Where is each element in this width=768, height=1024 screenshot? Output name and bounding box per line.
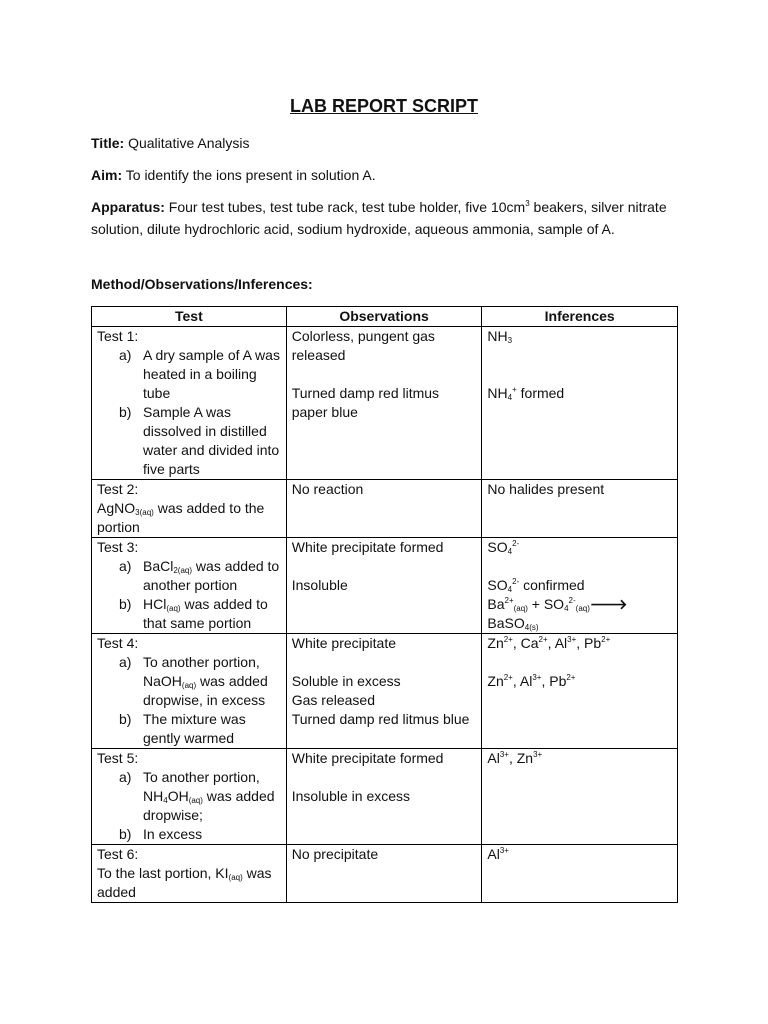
separator: , xyxy=(576,635,585,651)
step-item xyxy=(97,768,281,825)
formula-part: was added to that same portion xyxy=(143,596,268,631)
step-marker: a) xyxy=(119,654,132,670)
formula-part: To another portion, NaOH xyxy=(143,654,260,689)
formula-part: + xyxy=(527,596,544,612)
observations-cell xyxy=(286,634,482,749)
formula-part: Al xyxy=(554,635,568,651)
step-marker: b) xyxy=(119,826,132,842)
table-row-test-1 xyxy=(92,327,678,480)
formula-part: was added to another portion xyxy=(143,558,280,593)
step-marker: a) xyxy=(119,769,132,785)
formula-part: To another portion, NH xyxy=(143,769,260,804)
inferences-cell xyxy=(482,634,678,749)
results-table xyxy=(91,306,678,903)
formula-sup: 2+ xyxy=(566,673,576,682)
formula-sup: 3+ xyxy=(532,673,542,682)
formula-sub: 4 xyxy=(163,796,168,805)
aim-value: To identify the ions present in solution A. xyxy=(125,167,376,183)
formula-part: Zn xyxy=(487,673,504,689)
formula-part: Al xyxy=(519,673,533,689)
formula-part: Al xyxy=(487,750,500,766)
step-item xyxy=(97,710,281,748)
separator: , xyxy=(512,673,520,689)
formula-sup: 3+ xyxy=(567,635,577,644)
aim-line xyxy=(91,164,681,186)
title-line xyxy=(91,132,681,154)
separator: , xyxy=(547,635,555,651)
formula-part: NH xyxy=(487,328,508,344)
separator: , xyxy=(541,673,550,689)
formula-sub: 4 xyxy=(564,604,569,613)
formula-sup: 2- xyxy=(568,596,576,605)
table-header-row xyxy=(92,307,678,327)
formula-part: Zn xyxy=(487,635,504,651)
title-value: Qualitative Analysis xyxy=(128,135,250,151)
table-row-test-5 xyxy=(92,749,678,845)
test-cell xyxy=(92,845,287,903)
header-observations: Observations xyxy=(286,307,482,327)
formula-sub: 2(aq) xyxy=(173,566,193,575)
observation-text: Gas released xyxy=(291,692,376,708)
formula-part: BaSO xyxy=(487,615,525,631)
formula-part: Ca xyxy=(520,635,539,651)
step-item xyxy=(97,595,281,633)
step-text: A dry sample of A was heated in a boiling tube xyxy=(143,347,280,401)
inference-text xyxy=(487,845,672,864)
observation-text: No precipitate xyxy=(291,846,379,862)
test-title: Test 6: xyxy=(97,846,139,862)
formula-sub: (aq) xyxy=(188,796,203,805)
formula-sup: 2+ xyxy=(538,635,548,644)
test-cell xyxy=(92,634,287,749)
step-text: Sample A was dissolved in distilled water and divided into five parts xyxy=(143,404,280,477)
apparatus-paragraph xyxy=(91,196,681,240)
step-list xyxy=(97,768,281,844)
step-list xyxy=(97,653,281,748)
formula-part: Pb xyxy=(584,635,602,651)
step-text: In excess xyxy=(143,826,203,842)
observation-text: Insoluble xyxy=(291,577,348,593)
inferences-cell xyxy=(482,845,678,903)
table-row-test-3 xyxy=(92,538,678,634)
step-text: The mixture was gently warmed xyxy=(143,711,246,746)
inference-text xyxy=(487,749,672,768)
formula-part: HCl xyxy=(143,596,167,612)
formula-part: confirmed xyxy=(519,577,585,593)
inference-text xyxy=(487,672,672,691)
test-title: Test 3: xyxy=(97,539,139,555)
formula-sub: 4 xyxy=(507,547,513,556)
observation-text: Turned damp red litmus blue xyxy=(291,711,470,727)
formula-sup: 2+ xyxy=(601,635,611,644)
step-item xyxy=(97,557,281,595)
observation-text: No reaction xyxy=(291,481,364,497)
formula-sup: 3+ xyxy=(499,846,509,855)
inference-text xyxy=(487,327,672,346)
test-text xyxy=(97,499,281,537)
observation-text: Soluble in excess xyxy=(291,673,401,689)
step-list xyxy=(97,557,281,633)
step-marker: a) xyxy=(119,558,132,574)
formula-sub: (aq) xyxy=(166,604,181,613)
observation-text: White precipitate formed xyxy=(291,539,444,555)
formula-sub: 3(aq) xyxy=(135,508,154,517)
observation-text: Insoluble in excess xyxy=(291,788,411,804)
separator: , xyxy=(512,635,521,651)
inferences-cell xyxy=(482,480,678,538)
test-cell xyxy=(92,327,287,480)
formula-sup: 3+ xyxy=(533,750,543,759)
header-test: Test xyxy=(92,307,287,327)
formula-part: AgNO xyxy=(97,500,136,516)
formula-part: To the last portion, KI xyxy=(97,865,229,881)
formula-part: was added dropwise, in excess xyxy=(143,673,268,708)
observation-text: White precipitate xyxy=(291,635,397,651)
step-marker: b) xyxy=(119,711,132,727)
formula-part: was added xyxy=(97,865,272,900)
formula-part: OH xyxy=(167,788,189,804)
table-row-test-6 xyxy=(92,845,678,903)
formula-part: BaCl xyxy=(143,558,174,574)
step-marker: a) xyxy=(119,347,132,363)
formula-sub: (aq) xyxy=(181,681,197,690)
inference-text xyxy=(487,634,672,653)
observations-cell xyxy=(286,749,482,845)
formula-part: NH xyxy=(487,385,508,401)
inferences-cell xyxy=(482,749,678,845)
table-row-test-2 xyxy=(92,480,678,538)
step-marker: b) xyxy=(119,404,132,420)
test-cell xyxy=(92,749,287,845)
formula-part: was added dropwise; xyxy=(143,788,275,823)
formula-sup: 2+ xyxy=(503,635,513,644)
reaction-equation xyxy=(487,595,672,633)
observation-text: Colorless, pungent gas released xyxy=(291,328,435,363)
test-title: Test 5: xyxy=(97,750,139,766)
test-cell xyxy=(92,480,287,538)
test-title: Test 1: xyxy=(97,328,139,344)
test-title: Test 2: xyxy=(97,481,139,497)
inference-text xyxy=(487,384,672,403)
inferences-cell xyxy=(482,327,678,480)
header-inferences: Inferences xyxy=(482,307,678,327)
formula-sup: 2+ xyxy=(503,673,513,682)
title-label: Title: xyxy=(91,135,125,151)
inference-text xyxy=(487,576,672,595)
apparatus-sup: 3 xyxy=(525,199,530,208)
formula-sub: 4(s) xyxy=(524,623,539,632)
step-marker: b) xyxy=(119,596,132,612)
formula-sub: 3 xyxy=(507,336,513,345)
method-heading: Method/Observations/Inferences: xyxy=(91,276,313,292)
report-heading: LAB REPORT SCRIPT xyxy=(289,96,478,116)
formula-sup: 2- xyxy=(512,577,520,586)
formula-part: Ba xyxy=(487,596,505,612)
formula-part: Pb xyxy=(549,673,567,689)
step-item xyxy=(97,653,281,710)
formula-sup: + xyxy=(512,385,517,394)
test-cell xyxy=(92,538,287,634)
observations-cell xyxy=(286,480,482,538)
table-row-test-4 xyxy=(92,634,678,749)
inferences-cell xyxy=(482,538,678,634)
formula-part: SO xyxy=(487,539,508,555)
apparatus-value-b: beakers, silver nitrate solution, dilute hydrochloric acid, sodium hydroxide, aqueous ammonia, sample of A. xyxy=(91,199,667,237)
formula-part: SO xyxy=(543,596,565,612)
reaction-arrow-icon: 🡒 xyxy=(589,596,628,612)
step-item xyxy=(97,346,281,403)
test-title: Test 4: xyxy=(97,635,139,651)
formula-sup: 3+ xyxy=(499,750,509,759)
separator: , xyxy=(508,750,517,766)
formula-part: Zn xyxy=(516,750,534,766)
observation-text: Turned damp red litmus paper blue xyxy=(291,385,440,420)
formula-sup: 2- xyxy=(512,539,520,548)
formula-sub: 4 xyxy=(507,393,513,402)
formula-sub: (aq) xyxy=(228,873,243,882)
formula-part: Al xyxy=(487,846,500,862)
step-item xyxy=(97,825,281,844)
inference-text: No halides present xyxy=(487,481,605,497)
formula-part: was added to the portion xyxy=(97,500,265,535)
formula-part: SO xyxy=(487,577,508,593)
observations-cell xyxy=(286,845,482,903)
formula-sub: (aq) xyxy=(575,604,590,613)
test-text xyxy=(97,864,281,902)
formula-sub: (aq) xyxy=(513,604,528,613)
step-item xyxy=(97,403,281,479)
formula-sup: 2+ xyxy=(504,596,514,605)
aim-label: Aim: xyxy=(91,167,123,183)
apparatus-label: Apparatus: xyxy=(91,199,165,215)
formula-sub: 4 xyxy=(507,585,513,594)
apparatus-value-a: Four test tubes, test tube rack, test tube holder, five 10cm xyxy=(168,199,526,215)
observation-text: White precipitate formed xyxy=(291,750,444,766)
observations-cell xyxy=(286,538,482,634)
step-list xyxy=(97,346,281,479)
observations-cell xyxy=(286,327,482,480)
formula-part: formed xyxy=(516,385,565,401)
inference-text xyxy=(487,538,672,557)
